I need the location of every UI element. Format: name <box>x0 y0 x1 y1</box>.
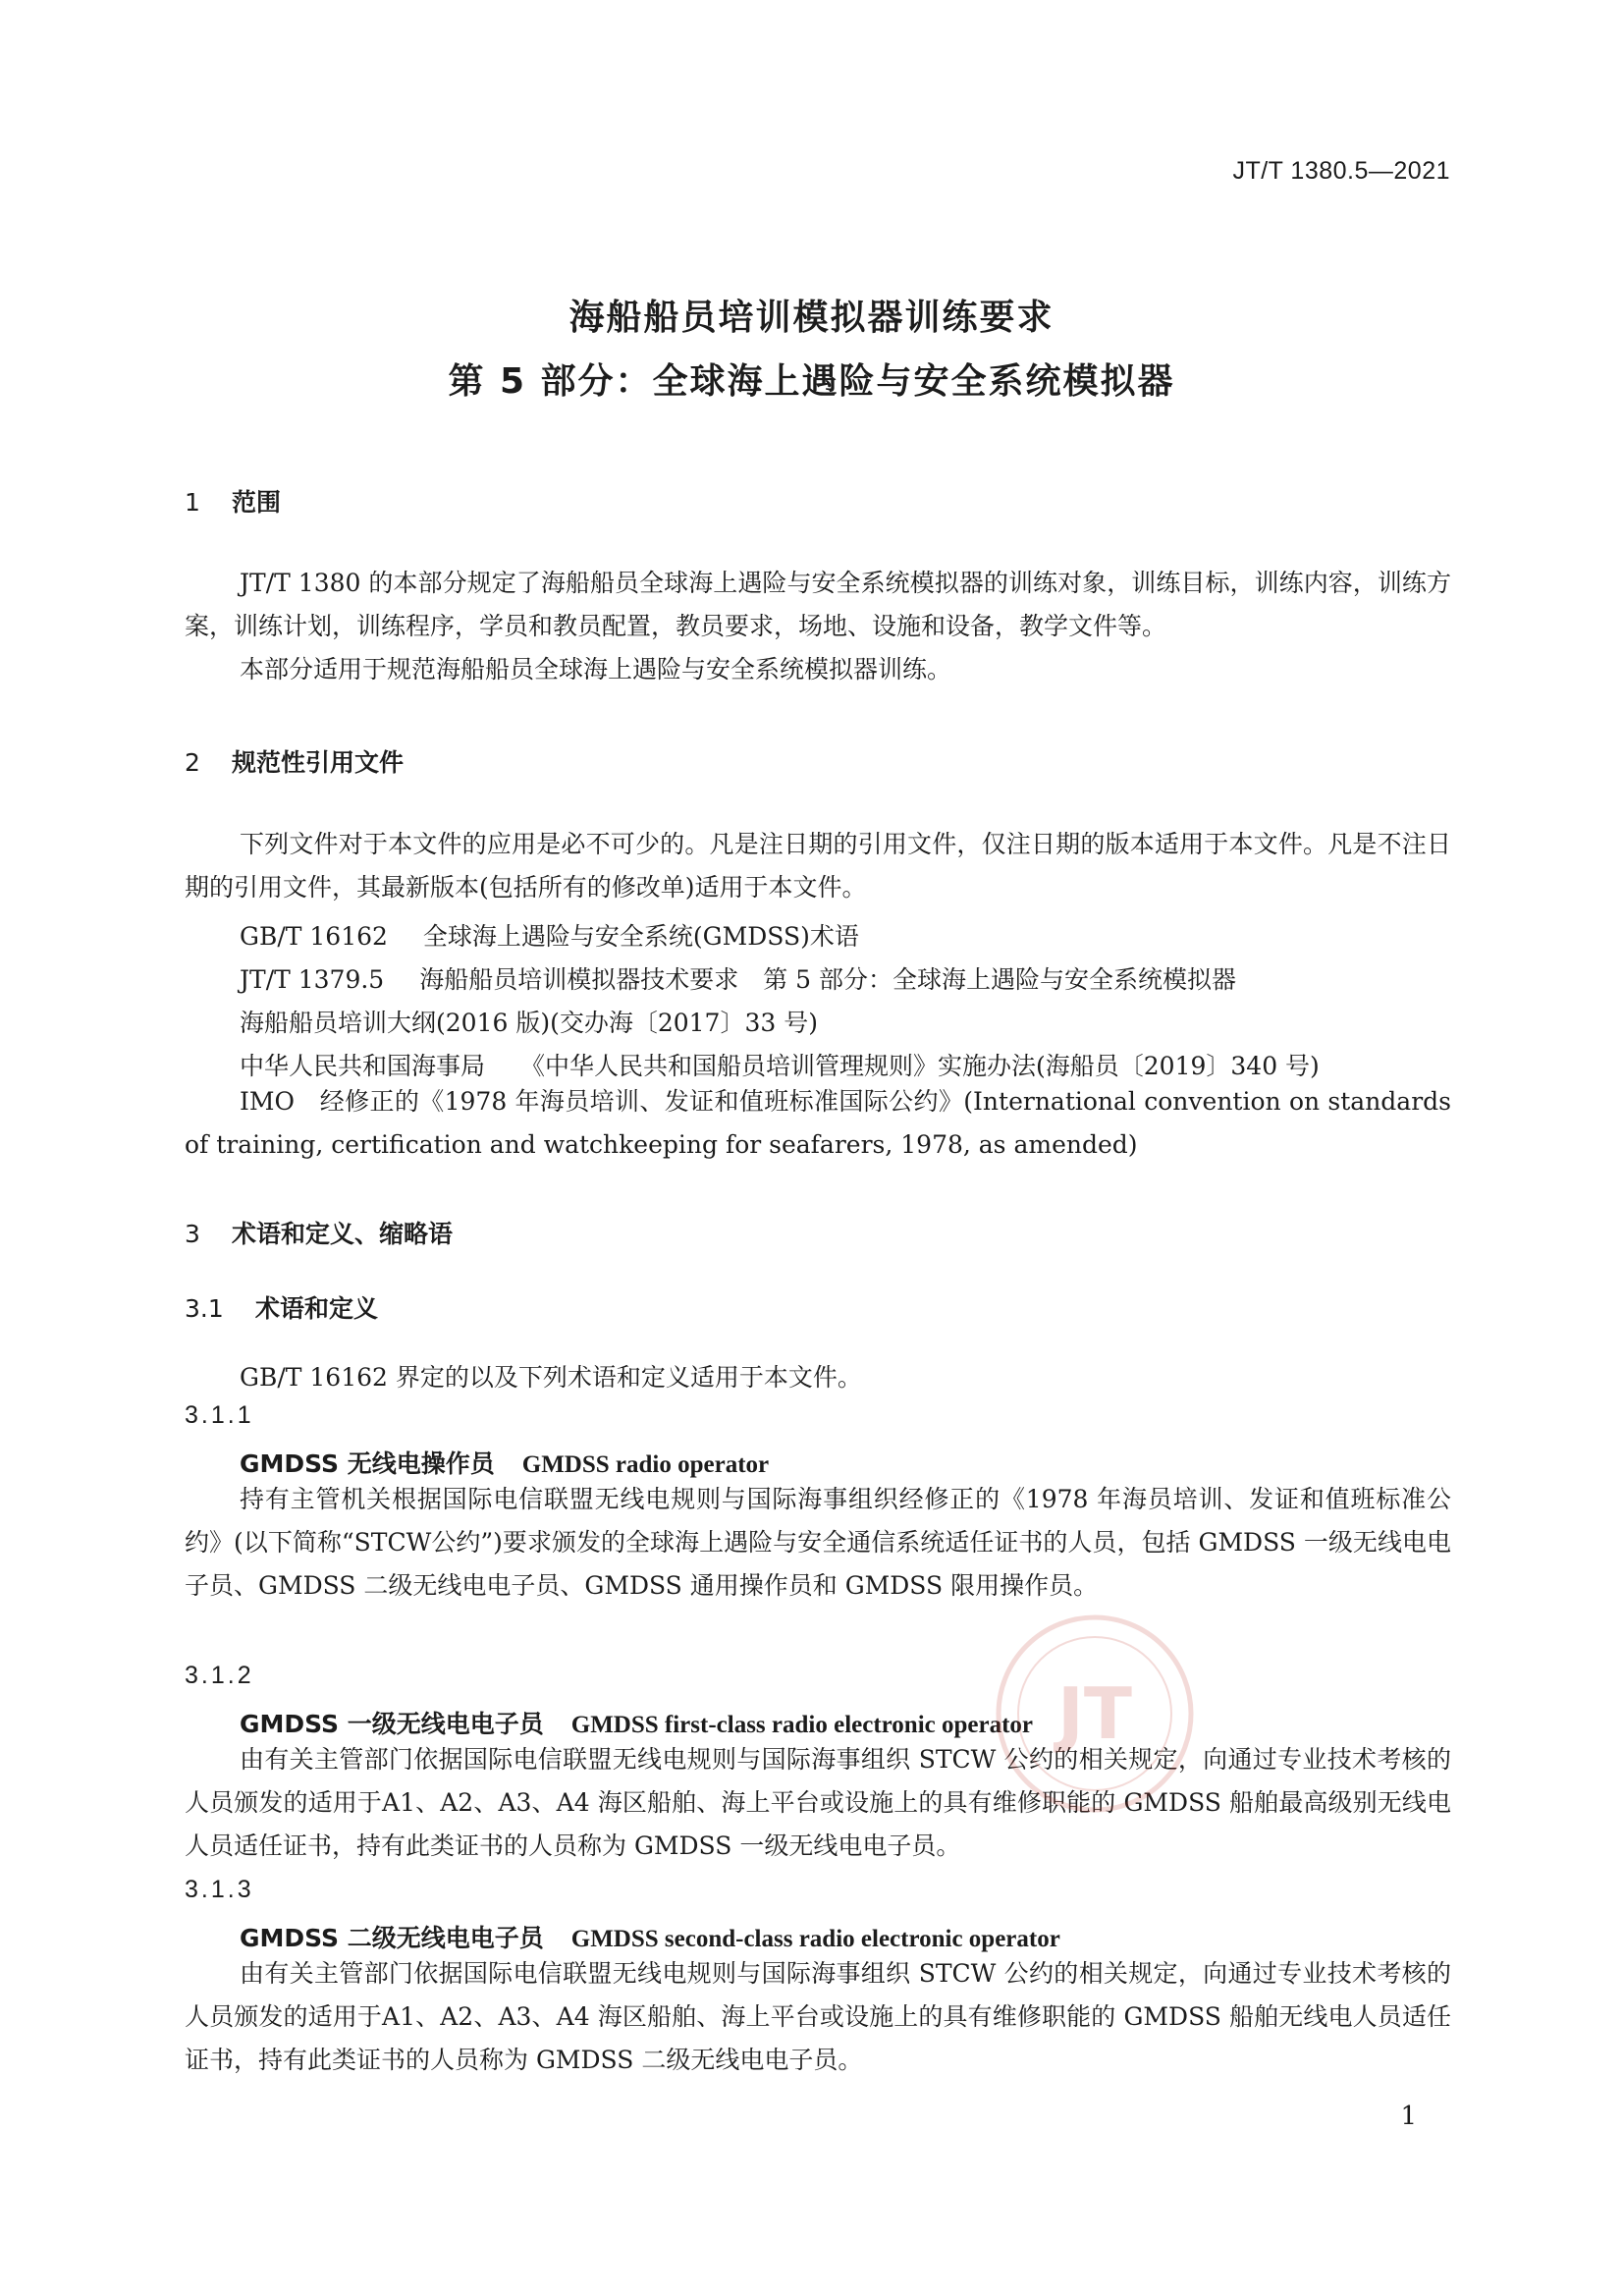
stamp-text: JT <box>1057 1672 1132 1755</box>
term-name <box>240 1705 1033 1740</box>
section-number: 2 <box>185 748 200 777</box>
term-definition: 由有关主管部门依据国际电信联盟无线电规则与国际海事组织 STCW 公约的相关规定，向通过专业技术考核的人员颁发的适用于A1、A2、A3、A4 海区船舶、海上平台或设施上的具有维修职能的 GMDSS 船舶无线电人员适任证书，持有此类证书的人员称为 GMDSS 二级无线电电子员。 <box>185 1959 1451 2074</box>
reference-code: JT/T 1379.5 <box>240 965 385 994</box>
section-title: 范围 <box>232 488 282 517</box>
reference-4 <box>240 1047 1320 1082</box>
term-name-zh: GMDSS 二级无线电电子员 <box>240 1924 544 1952</box>
title-line-1: 海船船员培训模拟器训练要求 <box>568 298 1055 338</box>
section-2-paragraph-1: 下列文件对于本文件的应用是必不可少的。凡是注日期的引用文件，仅注日期的版本适用于本文件。凡是不注日期的引用文件，其最新版本(包括所有的修改单)适用于本文件。 <box>185 830 1451 902</box>
section-3-heading <box>185 1215 453 1250</box>
term-name <box>240 1445 769 1480</box>
term-name-en: GMDSS first-class radio electronic operator <box>570 1712 1034 1738</box>
term-name-en: GMDSS radio operator <box>521 1451 770 1478</box>
term-number: 3.1.2 <box>185 1662 254 1689</box>
term-name-zh: GMDSS 一级无线电电子员 <box>240 1710 544 1738</box>
term-definition: 持有主管机关根据国际电信联盟无线电规则与国际海事组织经修正的《1978 年海员培训、发证和值班标准公约》(以下简称“STCW公约”)要求颁发的全球海上遇险与安全通信系统适任证书的人员，包括 GMDSS 一级无线电电子员、GMDSS 二级无线电电子员、GMDSS 通用操作员和 GMDSS 限用操作员。 <box>185 1485 1451 1600</box>
reference-code: GB/T 16162 <box>240 922 388 951</box>
terms-intro: GB/T 16162 界定的以及下列术语和定义适用于本文件。 <box>240 1363 862 1392</box>
watermark-stamp <box>992 1611 1198 1817</box>
term-number: 3.1.3 <box>185 1876 254 1903</box>
reference-title: 《中华人民共和国船员培训管理规则》实施办法(海船员〔2019〕340 号) <box>520 1052 1320 1080</box>
standard-code: JT/T 1380.5—2021 <box>1232 157 1450 185</box>
reference-5: IMO 经修正的《1978 年海员培训、发证和值班标准国际公约》(International convention on standards of training, certification and watchkeeping for seafarers, 1978, as amended) <box>185 1087 1451 1159</box>
page-number: 1 <box>1400 2102 1417 2131</box>
reference-3: 海船船员培训大纲(2016 版)(交办海〔2017〕33 号) <box>240 1009 818 1037</box>
term-name <box>240 1919 1060 1954</box>
subsection-title: 术语和定义 <box>255 1294 379 1323</box>
term-name-en: GMDSS second-class radio electronic operator <box>570 1926 1060 1952</box>
section-number: 1 <box>185 488 200 517</box>
reference-title: 全球海上遇险与安全系统(GMDSS)术语 <box>422 922 859 951</box>
subsection-number: 3.1 <box>185 1294 224 1323</box>
section-1-heading <box>185 483 281 519</box>
section-1-paragraph-2: 本部分适用于规范海船船员全球海上遇险与安全系统模拟器训练。 <box>240 655 952 683</box>
subsection-3-1-heading <box>185 1289 378 1325</box>
section-number: 3 <box>185 1220 200 1248</box>
reference-1 <box>240 917 859 953</box>
section-1-paragraph-1: JT/T 1380 的本部分规定了海船船员全球海上遇险与安全系统模拟器的训练对象，训练目标，训练内容，训练方案，训练计划，训练程序，学员和教员配置，教员要求，场地、设施和设备，教学文件等。 <box>185 569 1451 640</box>
section-title: 规范性引用文件 <box>232 748 405 777</box>
term-definition: 由有关主管部门依据国际电信联盟无线电规则与国际海事组织 STCW 公约的相关规定，向通过专业技术考核的人员颁发的适用于A1、A2、A3、A4 海区船舶、海上平台或设施上的具有维修职能的 GMDSS 船舶最高级别无线电人员适任证书，持有此类证书的人员称为 GMDSS 一级无线电电子员。 <box>185 1745 1451 1860</box>
title-line-2: 第 5 部分：全球海上遇险与安全系统模拟器 <box>448 361 1175 402</box>
section-title: 术语和定义、缩略语 <box>232 1220 454 1248</box>
reference-code: 中华人民共和国海事局 <box>240 1052 486 1080</box>
section-2-heading <box>185 743 404 779</box>
term-name-zh: GMDSS 无线电操作员 <box>240 1449 495 1478</box>
reference-title: 海船船员培训模拟器技术要求 第 5 部分：全球海上遇险与安全系统模拟器 <box>419 965 1237 994</box>
term-number: 3.1.1 <box>185 1401 254 1429</box>
reference-2 <box>240 960 1236 996</box>
